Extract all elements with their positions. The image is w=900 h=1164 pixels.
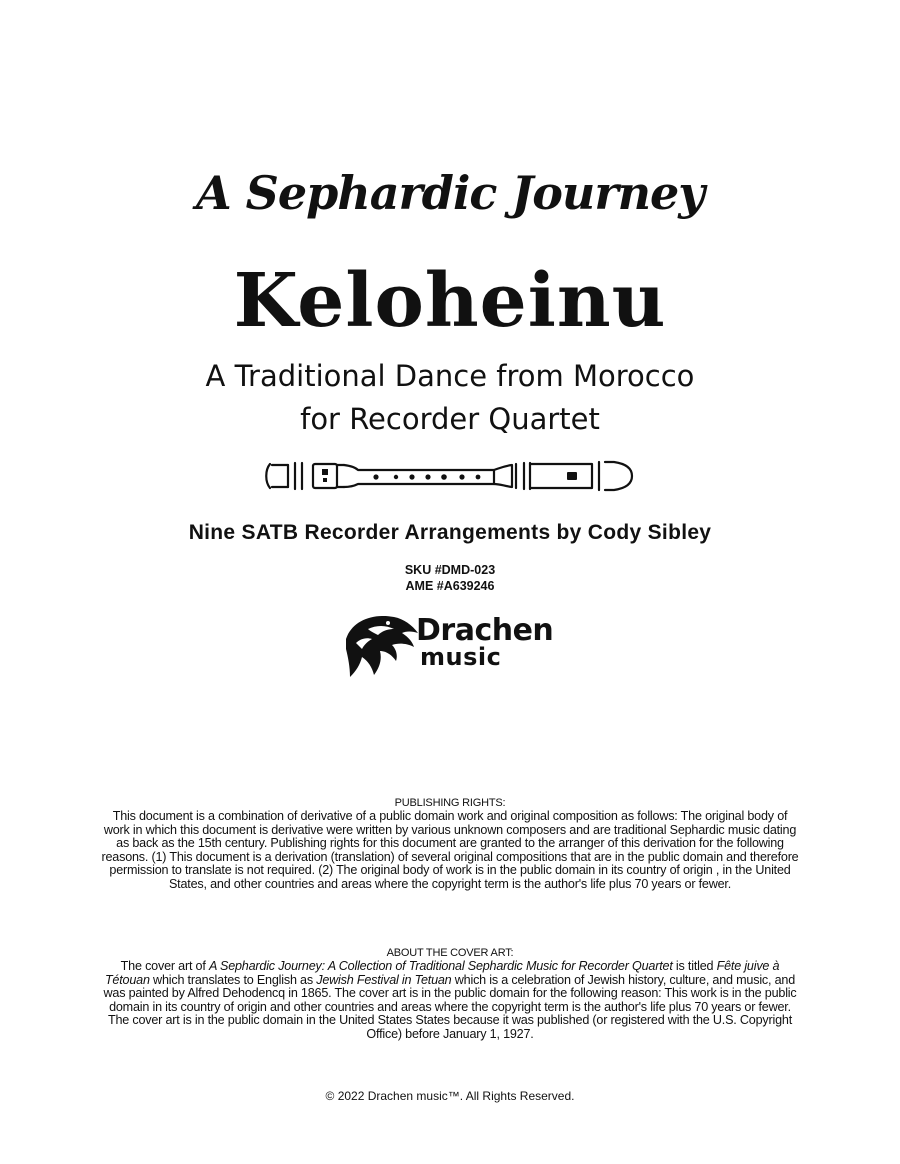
dragon-head-icon: [342, 609, 422, 685]
series-title: A Sephardic Journey: [195, 166, 705, 220]
catalog-numbers: [0, 562, 900, 594]
subtitle-line-1: A Traditional Dance from Morocco: [205, 359, 695, 393]
cover-art-text: [100, 960, 800, 1042]
ame-number: AME #A639246: [405, 579, 495, 593]
recorder-icon: [262, 456, 638, 496]
logo-word-music: music: [420, 643, 502, 671]
english-title: Jewish Festival in Tetuan: [316, 972, 452, 987]
copyright-notice: © 2022 Drachen music™. All Rights Reserved.: [325, 1089, 575, 1103]
painting-title: Fête juive à Tétouan: [104, 959, 780, 987]
logo-word-drachen: Drachen: [416, 613, 554, 648]
cover-art-text-part-2: is titled: [672, 959, 717, 973]
arrangement-credit: Nine SATB Recorder Arrangements by Cody Sibley: [188, 521, 712, 544]
publishing-rights-heading: PUBLISHING RIGHTS:: [394, 797, 506, 809]
collection-title: A Sephardic Journey: A Collection of Traditional Sephardic Music for Recorder Quartet: [208, 959, 673, 973]
publishing-rights-section: [100, 797, 800, 892]
cover-art-text-part-4: which is a celebration of Jewish history, culture, and music, and was painted by Alfred Dehodencq in 1865. The cover art is in the public domain for the following reason: This work is in the public domain in its country of origin and other countries and areas where the copyright term is the author's life plus 70 years or fewer. The cover art is in the public domain in the United States States because it was published (or registered with the U.S. Copyright Office) before January 1, 1927.: [103, 972, 797, 1041]
cover-art-heading: ABOUT THE COVER ART:: [386, 947, 514, 959]
publishing-rights-text: This document is a combination of derivative of a public domain work and original composition as follows: The original body of work in which this document is derivative were written by various unknown composers and are traditional Sephardic music dating as back as the 15th century. Publishing rights for this document are granted to the arranger of this derivation for the following reasons. (1) This document is a derivation (translation) of several original compositions that are in the public domain and therefore permission to translate is not required. (2) The original body of work is in the public domain in its country of origin , in the United States, and other countries and areas where the copyright term is the author's life plus 70 years or fewer.: [101, 809, 799, 891]
drachen-music-logo: [342, 609, 562, 685]
cover-art-text-part-1: The cover art of: [120, 959, 209, 973]
sku-number: SKU #DMD-023: [404, 563, 496, 577]
cover-art-section: [100, 947, 800, 1042]
subtitle-line-2: for Recorder Quartet: [300, 402, 600, 436]
page-title: Keloheinu: [233, 258, 667, 344]
cover-art-text-part-3: which translates to English as: [149, 972, 317, 987]
